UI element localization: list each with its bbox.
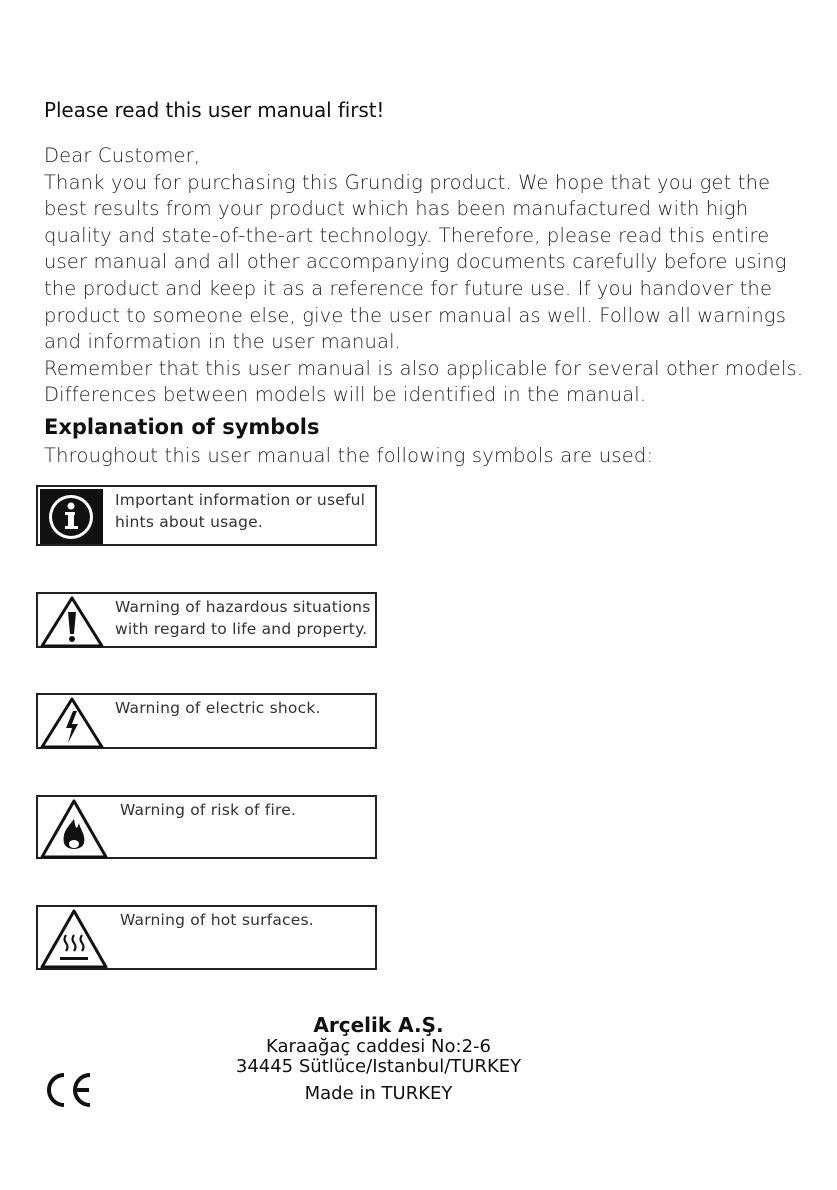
electric-shock-icon bbox=[40, 697, 104, 753]
symbol-electric-text: Warning of electric shock. bbox=[115, 699, 321, 717]
symbol-electric bbox=[36, 693, 377, 749]
made-in: Made in TURKEY bbox=[304, 1083, 453, 1104]
symbol-info-text: Important information or useful hints about usage. bbox=[115, 491, 366, 531]
symbol-hot bbox=[36, 905, 377, 970]
warning-icon bbox=[40, 596, 104, 652]
symbols-intro: Throughout this user manual the following symbols are used: bbox=[44, 444, 654, 467]
symbol-hot-text: Warning of hot surfaces. bbox=[120, 911, 314, 929]
symbol-info bbox=[36, 485, 377, 546]
intro-paragraph-1: Thank you for purchasing this Grundig product. We hope that you get the best results from your product which has been manufactured with high quality and state-of-the-art technology. Therefore, please read this entire user manual and all other accompanying documents carefully before using the product and keep it as a reference for future use. If you handover the product to someone else, give the user manual as well. Follow all warnings and information in the user manual. bbox=[44, 170, 787, 354]
intro-text bbox=[44, 143, 804, 409]
ce-mark-icon bbox=[44, 1072, 94, 1112]
symbol-fire bbox=[36, 795, 377, 859]
address-line-1: Karaağaç caddesi No:2-6 bbox=[266, 1036, 491, 1057]
info-icon bbox=[40, 489, 103, 548]
address-line-2: 34445 Sütlüce/Istanbul/TURKEY bbox=[235, 1056, 522, 1077]
hot-surface-icon bbox=[40, 909, 108, 973]
company-name: Arçelik A.Ş. bbox=[313, 1013, 444, 1037]
intro-paragraph-2: Remember that this user manual is also applicable for several other models. Differences between models will be identified in the manual. bbox=[44, 356, 804, 407]
page-heading: Please read this user manual first! bbox=[44, 98, 385, 122]
symbol-warning-text: Warning of hazardous situations with regard to life and property. bbox=[115, 598, 371, 638]
symbols-title: Explanation of symbols bbox=[44, 415, 320, 439]
fire-icon bbox=[40, 799, 108, 863]
symbol-warning bbox=[36, 592, 377, 648]
greeting: Dear Customer, bbox=[44, 144, 201, 167]
symbol-fire-text: Warning of risk of fire. bbox=[120, 801, 297, 819]
